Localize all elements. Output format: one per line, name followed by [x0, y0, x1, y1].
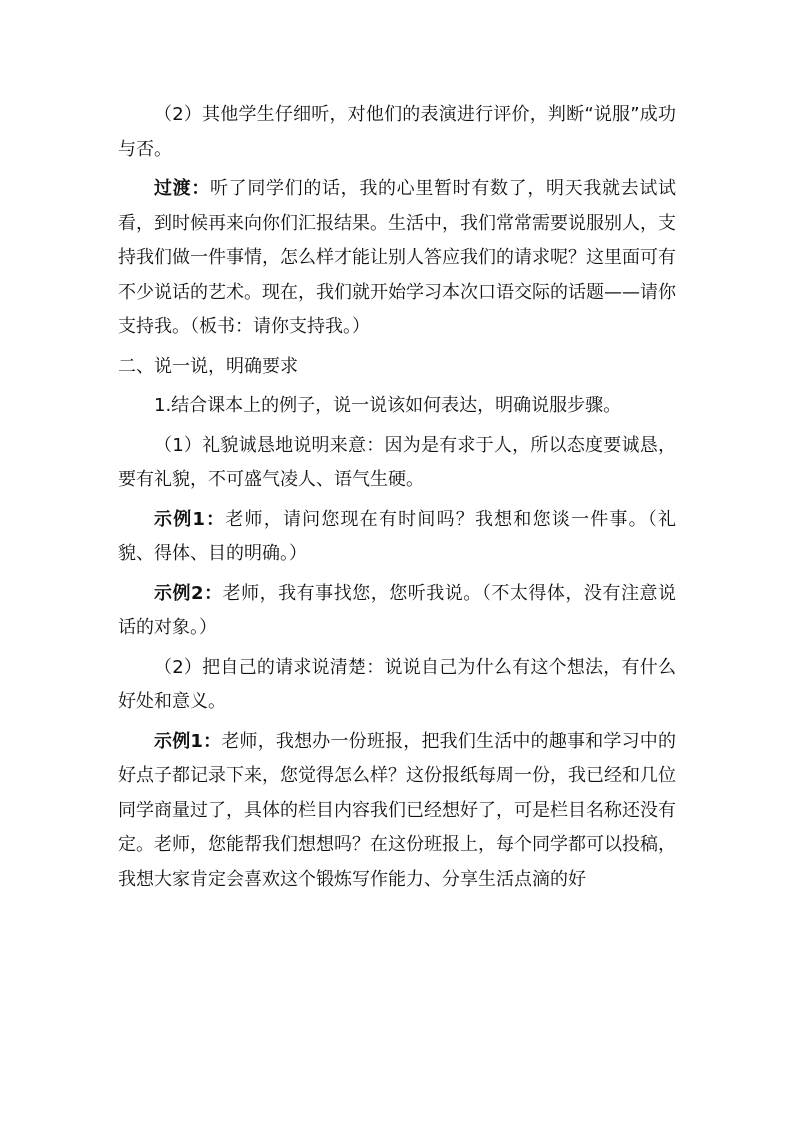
paragraph-lead: 示例1： [154, 508, 226, 530]
paragraph-step-one [118, 429, 676, 498]
paragraph-example-three [118, 725, 676, 898]
paragraph-step-two [118, 651, 676, 720]
paragraph-example-one [118, 503, 676, 572]
paragraph-transition [118, 172, 676, 345]
section-heading-text: 二、说一说，明确要求 [118, 355, 298, 377]
paragraph-text: （2）把自己的请求说清楚：说说自己为什么有这个想法，有什么好处和意义。 [118, 656, 676, 712]
paragraph-text: 1.结合课本上的例子，说一说该如何表达，明确说服步骤。 [154, 395, 622, 416]
paragraph-lead: 示例1： [154, 730, 222, 752]
paragraph-text: 老师，我想办一份班报，把我们生活中的趣事和学习中的好点子都记录下来，您觉得怎么样？这份报纸每周一份，我已经和几位同学商量过了，具体的栏目内容我们已经想好了，可是栏目名称还没有定。老师，您能帮我们想想吗？在这份班报上，每个同学都可以投稿，我想大家肯定会喜欢这个锻炼写作能力、分享生活点滴的好 [118, 730, 676, 890]
document-page [118, 98, 676, 902]
paragraph-text: 老师，我有事找您，您听我说。（不太得体，没有注意说话的对象。） [118, 582, 676, 638]
paragraph-instruction [118, 389, 676, 424]
paragraph-lead: 示例2： [154, 582, 223, 604]
paragraph-text: （1）礼貌诚恳地说明来意：因为是有求于人，所以态度要诚恳，要有礼貌，不可盛气凌人、语气生硬。 [118, 434, 676, 490]
paragraph-lead: 过渡： [154, 178, 210, 199]
paragraph-text: （2）其他学生仔细听，对他们的表演进行评价，判断“说服”成功与否。 [118, 104, 676, 160]
paragraph-text: 听了同学们的话，我的心里暂时有数了，明天我就去试试看，到时候再来向你们汇报结果。生活中，我们常常需要说服别人，支持我们做一件事情，怎么样才能让别人答应我们的请求呢？这里面可有不少说话的艺术。现在，我们就开始学习本次口语交际的话题——请你支持我。（板书：请你支持我。） [118, 178, 676, 337]
paragraph-evaluation-step [118, 98, 676, 167]
paragraph-text: 老师，请问您现在有时间吗？我想和您谈一件事。（礼貌、得体、目的明确。） [118, 508, 676, 564]
section-heading [118, 350, 676, 385]
paragraph-example-two [118, 577, 676, 646]
